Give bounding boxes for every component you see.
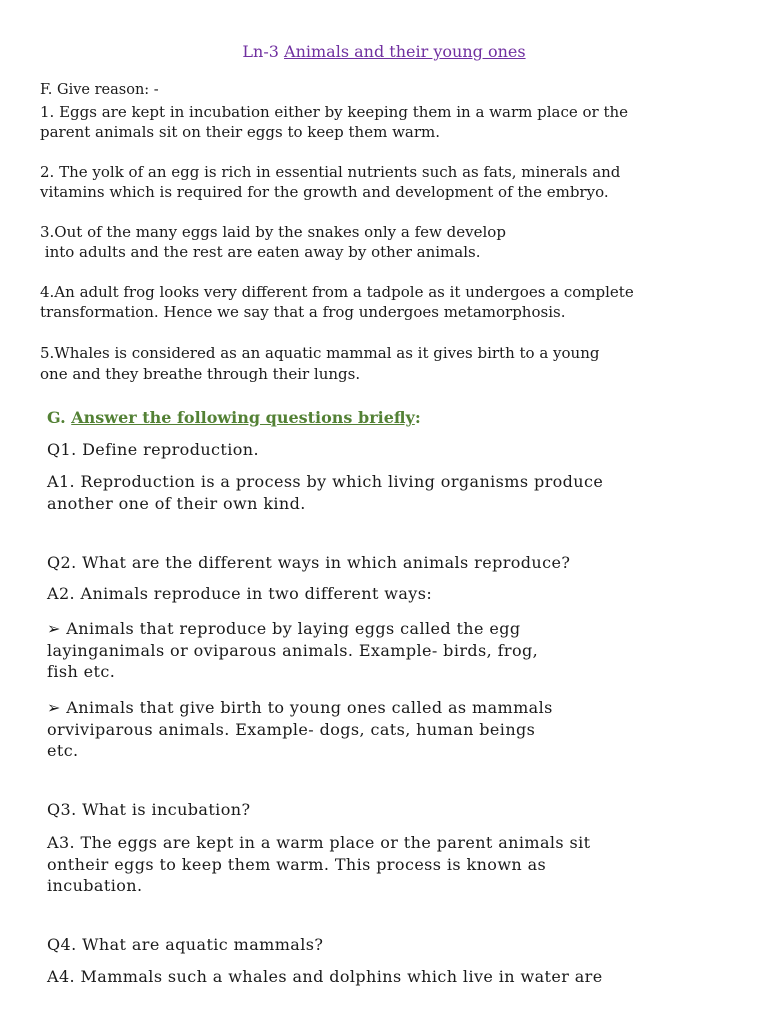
answer-line: incubation.	[47, 876, 143, 895]
reason-line: one and they breathe through their lungs.	[40, 365, 361, 383]
answer-line: ➢ Animals that give birth to young ones called as mammals	[47, 698, 553, 717]
reason-line: 1. Eggs are kept in incubation either by keeping them in a warm place or the	[40, 103, 629, 121]
title-prefix: Ln-3	[242, 42, 285, 61]
question-line: Q2. What are the different ways in which animals reproduce?	[47, 553, 571, 572]
answer-line: A3. The eggs are kept in a warm place or the parent animals sit	[47, 833, 591, 852]
answer-line: orviviparous animals. Example- dogs, cats, human beings	[47, 720, 536, 739]
answer-line: ➢ Animals that reproduce by laying eggs called the egg	[47, 619, 521, 638]
section-g-suffix: :	[414, 408, 421, 427]
reason-line: 3.Out of the many eggs laid by the snakes only a few develop	[40, 223, 506, 241]
section-f-heading: F. Give reason: -	[40, 82, 159, 98]
reason-line: 5.Whales is considered as an aquatic mammal as it gives birth to a young	[40, 344, 600, 362]
answer-line: another one of their own kind.	[47, 494, 306, 513]
question-line: Q4. What are aquatic mammals?	[47, 935, 324, 954]
page-title	[0, 42, 768, 61]
section-g-prefix: G.	[47, 408, 72, 427]
reason-line: into adults and the rest are eaten away by other animals.	[40, 243, 481, 261]
title-main: Animals and their young ones	[284, 42, 526, 61]
section-g-heading	[47, 408, 421, 427]
reason-line: 2. The yolk of an egg is rich in essential nutrients such as fats, minerals and	[40, 163, 621, 181]
reason-line: transformation. Hence we say that a frog undergoes metamorphosis.	[40, 303, 566, 321]
reason-line: 4.An adult frog looks very different from a tadpole as it undergoes a complete	[40, 283, 634, 301]
answer-line: layinganimals or oviparous animals. Example- birds, frog,	[47, 641, 539, 660]
question-line: Q1. Define reproduction.	[47, 440, 259, 459]
reason-line: vitamins which is required for the growth and development of the embryo.	[40, 183, 609, 201]
reason-line: parent animals sit on their eggs to keep them warm.	[40, 123, 441, 141]
answer-line: ontheir eggs to keep them warm. This process is known as	[47, 855, 547, 874]
answer-line: fish etc.	[47, 662, 116, 681]
answer-line: A4. Mammals such a whales and dolphins which live in water are	[47, 967, 603, 986]
answer-line: etc.	[47, 741, 79, 760]
question-line: Q3. What is incubation?	[47, 800, 251, 819]
answer-line: A1. Reproduction is a process by which living organisms produce	[47, 472, 604, 491]
answer-line: A2. Animals reproduce in two different ways:	[47, 584, 433, 603]
section-g-title: Answer the following questions briefly	[71, 408, 415, 427]
